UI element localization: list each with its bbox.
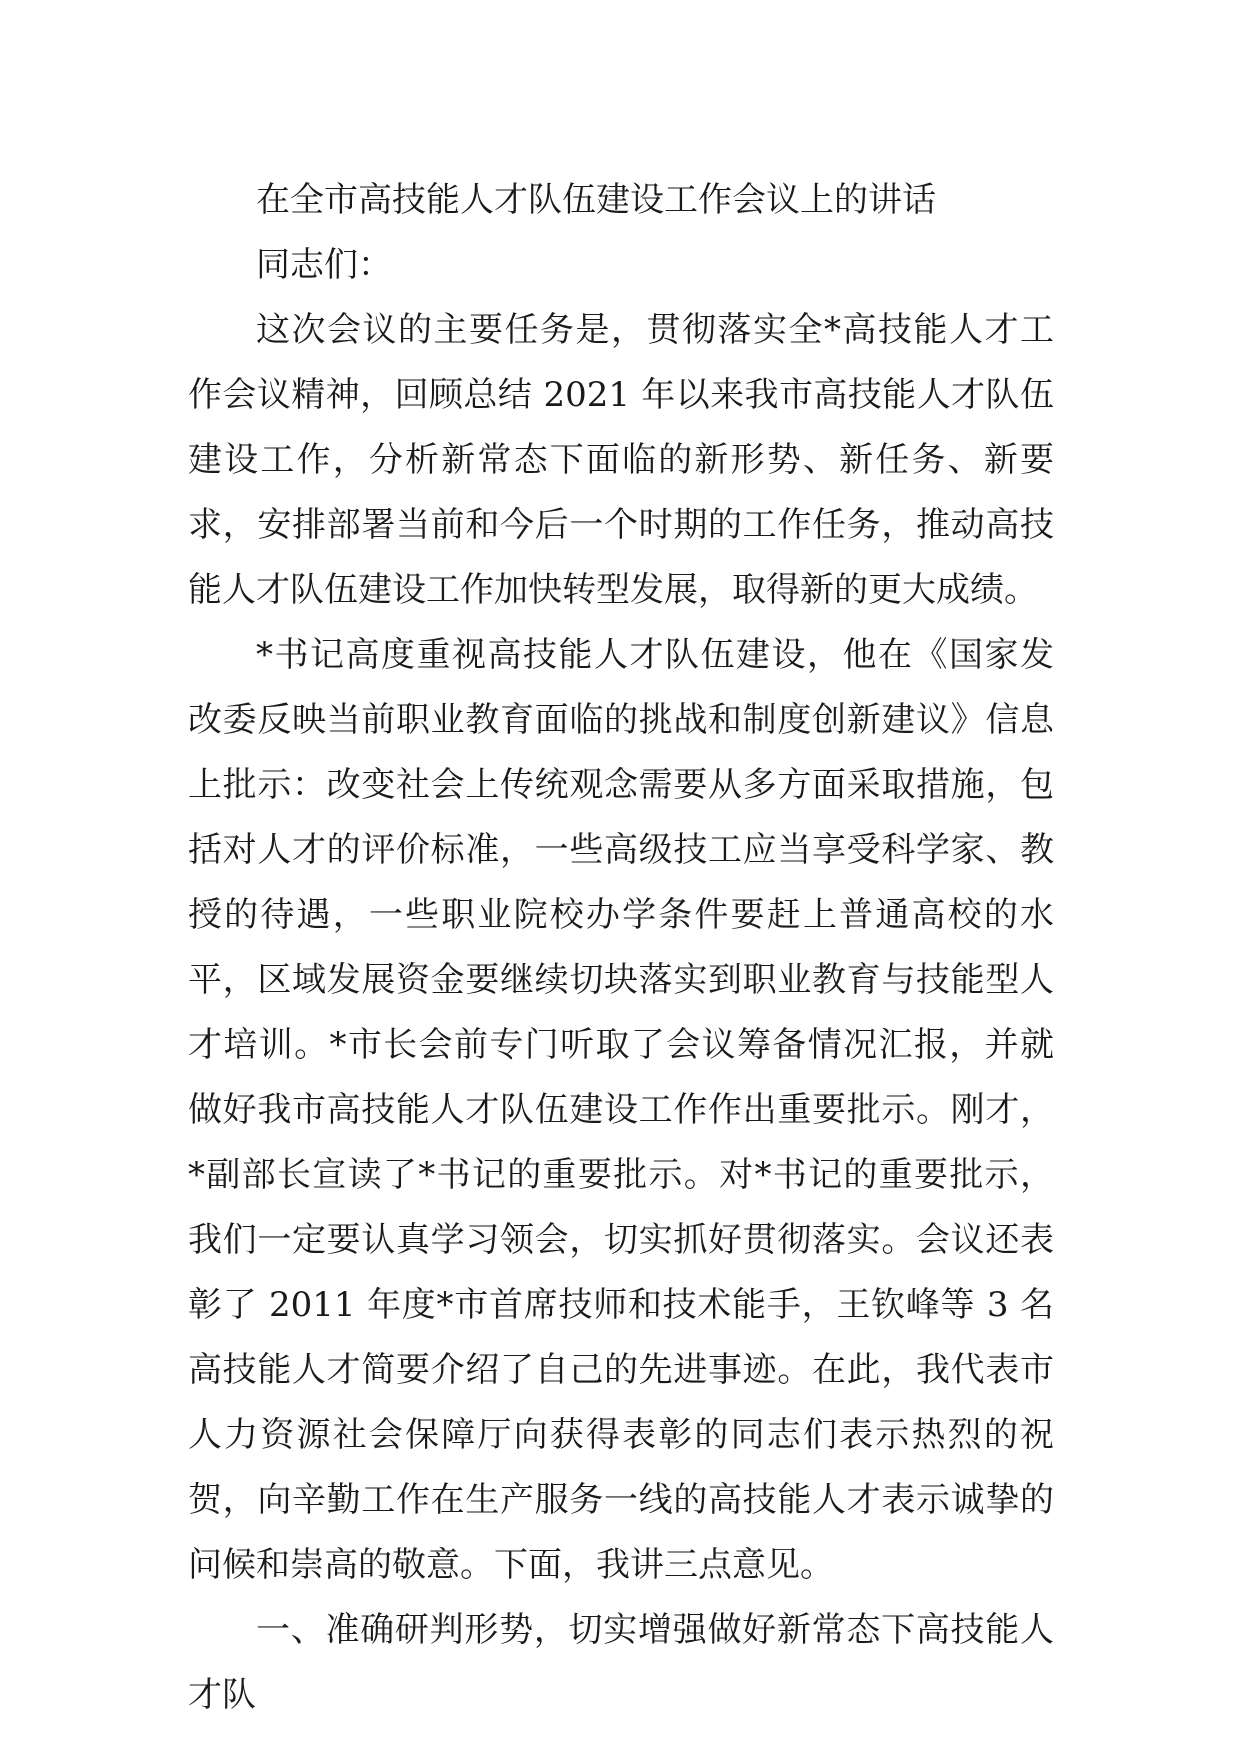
salutation: 同志们： [256, 245, 392, 285]
document-body [188, 168, 1054, 1728]
paragraph-instructions: *书记高度重视高技能人才队伍建设，他在《国家发改委反映当前职业教育面临的挑战和制度创新建议》信息上批示：改变社会上传统观念需要从多方面采取措施，包括对人才的评价标准，一些高级技工应当享受科学家、教授的待遇，一些职业院校办学条件要赶上普通高校的水平，区域发展资金要继续切块落实到职业教育与技能型人才培训。*市长会前专门听取了会议筹备情况汇报，并就做好我市高技能人才队伍建设工作作出重要批示。刚才，*副部长宣读了*书记的重要批示。对*书记的重要批示，我们一定要认真学习领会，切实抓好贯彻落实。会议还表彰了 2011 年度*市首席技师和技术能手，王钦峰等 3 名高技能人才简要介绍了自己的先进事迹。在此，我代表市人力资源社会保障厅向获得表彰的同志们表示热烈的祝贺，向辛勤工作在生产服务一线的高技能人才表示诚挚的问候和崇高的敬意。下面，我讲三点意见。 [188, 635, 1054, 1585]
document-title: 在全市高技能人才队伍建设工作会议上的讲话 [256, 180, 936, 220]
section-heading: 一、准确研判形势，切实增强做好新常态下高技能人才队 [188, 1610, 1054, 1715]
paragraph-intro: 这次会议的主要任务是，贯彻落实全*高技能人才工作会议精神，回顾总结 2021 年以来我市高技能人才队伍建设工作，分析新常态下面临的新形势、新任务、新要求，安排部署当前和今后一个时期的工作任务，推动高技能人才队伍建设工作加快转型发展，取得新的更大成绩。 [188, 310, 1054, 610]
